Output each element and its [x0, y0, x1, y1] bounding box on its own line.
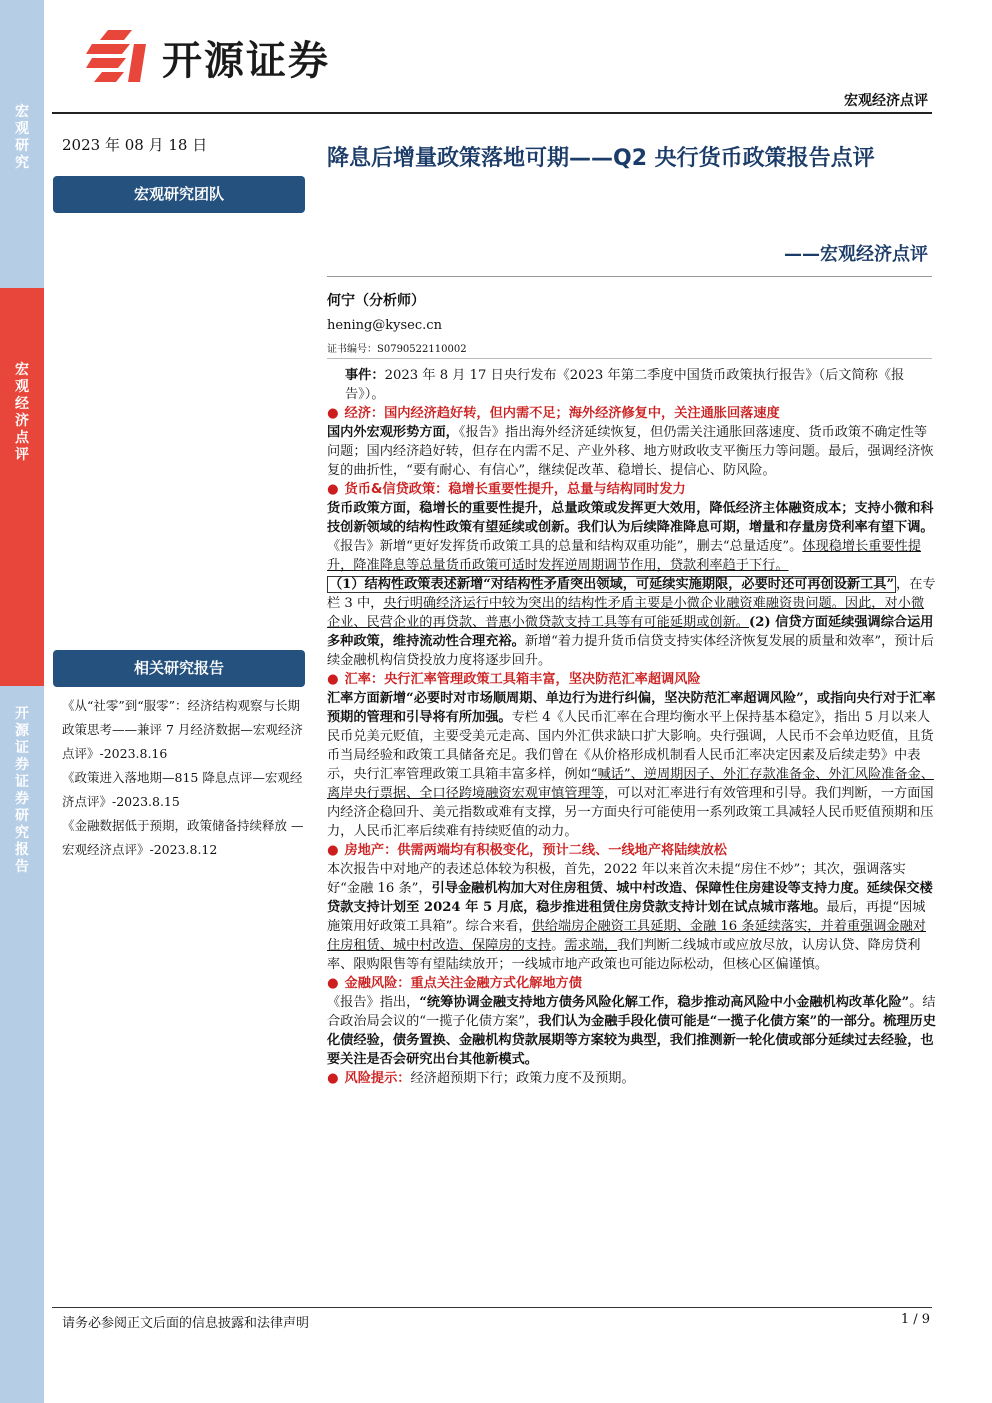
- credit-p2-text: ，在专栏 3 中，: [327, 577, 936, 611]
- analyst-name: 何宁（分析师）: [327, 293, 425, 309]
- credit-p2-text2: 新增“着力提升货币信贷支持实体经济恢复发展的质量和效率”，预计后续金融机构信贷投放力度将逐步回升。: [327, 634, 934, 668]
- credit-paragraph-2: [327, 575, 937, 670]
- fx-lead: 汇率方面新增“必要时对市场顺周期、单边行为进行纠偏，坚决防范汇率超调风险”，或指向央行对于汇率预期的管理和引导将有所加强。: [327, 691, 936, 725]
- property-text2: 最后，再提“因城施策用好政策工具箱”。综合来看，: [327, 900, 926, 934]
- section-head-credit: ● 货币&信贷政策：稳增长重要性提升，总量与结构同时发力: [327, 480, 937, 499]
- sidebar-label-mid: 宏观经济点评: [15, 362, 29, 463]
- footer-divider: [52, 1307, 932, 1308]
- related-report-item[interactable]: 《从“社零”到“服零”：经济结构观察与长期政策思考——兼评 7 月经济数据—宏观经济点评》-2023.8.16: [62, 698, 303, 761]
- property-paragraph: [327, 860, 937, 974]
- sidebar-label-top: 宏观研究: [15, 104, 29, 171]
- property-text4: 我们判断二线城市或应放尽放，认房认贷、降房贷利率、限购限售等有望陆续放开；一线城市地产政策也可能边际松动，但核心区偏谨慎。: [327, 938, 921, 972]
- finrisk-bold2: 我们认为金融手段化债可能是“一揽子化债方案”的一部分。梳理历史化债经验，债务置换、金融机构贷款展期等方案较为典型，我们推测新一轮化债或部分延续过去经验，也要关注是否会研究出台其他新模式。: [327, 1014, 936, 1067]
- property-text3: 。: [551, 938, 565, 953]
- fx-text1: 专栏 4《人民币汇率在合理均衡水平上保持基本稳定》，指出 5 月以来人民币兑美元贬值，主要受美元走高、国内外汇供求缺口扩大影响。央行强调，人民币不会单边贬值，且货币当局经验和政策工具储备充足。我们曾在《从价格形成机制看人民币汇率决定因素及后续走势》中表示，央行汇率管理政策工具箱丰富多样，例如: [327, 710, 934, 782]
- team-label: 宏观研究团队: [53, 176, 305, 213]
- property-underline2: 需求端，: [564, 938, 618, 953]
- risk-text: 经济超预期下行；政策力度不及预期。: [410, 1071, 635, 1086]
- risk-paragraph: [327, 1069, 937, 1088]
- related-report-item[interactable]: 《政策进入落地期—815 降息点评—宏观经济点评》-2023.8.15: [62, 770, 303, 809]
- fx-paragraph: [327, 689, 937, 841]
- section-head-finrisk: ● 金融风险：重点关注金融方式化解地方债: [327, 974, 937, 993]
- page-subtitle: ——宏观经济点评: [784, 244, 928, 265]
- logo-mark-icon: [86, 28, 154, 86]
- header-divider: [52, 112, 932, 114]
- finrisk-bold1: “统筹协调金融支持地方债务风险化解工作，稳步推动高风险中小金融机构改革化险”: [419, 995, 910, 1010]
- credit-p1-text: 《报告》新增“更好发挥货币政策工具的总量和结构双重功能”，删去“总量适度”。: [327, 539, 803, 554]
- sidebar-label-bottom: 开源证券 证券研究报告: [15, 706, 29, 875]
- fx-text2: ，可以对汇率进行有效管理和引导。我们判断，一方面国内经济企稳回升、美元指数或难有支撑，另一方面央行可能使用一系列政策工具减轻人民币贬值预期和压力，人民币汇率后续难有持续贬值的动力。: [327, 786, 934, 839]
- event-label: 事件：: [345, 368, 385, 383]
- analyst-email[interactable]: hening@kysec.cn: [327, 318, 442, 333]
- economy-lead: 国内外宏观形势方面，: [327, 425, 459, 440]
- event-text: 2023 年 8 月 17 日央行发布《2023 年第二季度中国货币政策执行报告》（后文简称《报告》）。: [345, 368, 905, 402]
- property-text1: 本次报告中对地产的表述总体较为积极，首先，2022 年以来首次未提“房住不炒”；其次，强调落实好“金融 16 条”，: [327, 862, 906, 896]
- risk-label: 风险提示：: [344, 1071, 411, 1086]
- title-divider: [327, 276, 932, 277]
- report-body: [327, 366, 937, 1088]
- report-date: 2023 年 08 月 18 日: [62, 136, 208, 154]
- header-tag: 宏观经济点评: [844, 93, 928, 109]
- related-reports-list: [62, 694, 310, 862]
- related-reports-title: 相关研究报告: [53, 650, 305, 687]
- fx-underline: “喊话”、逆周期因子、外汇存款准备金、外汇风险准备金、离岸央行票据、全口径跨境融资宏观审慎管理等: [327, 767, 934, 801]
- economy-paragraph: [327, 423, 937, 480]
- brand-logo: [86, 28, 330, 86]
- property-underline1: 供给端房企融资工具延期、金融 16 条延续落实，并着重强调金融对住房租赁、城中村改造、保障房的支持: [327, 919, 926, 953]
- credit-p1-underline: 体现稳增长重要性提升，降准降息等总量货币政策可适时发挥逆周期调节作用，贷款利率趋于下行。: [327, 539, 922, 573]
- finrisk-text2: 。结合政治局会议的“一揽子化债方案”，: [327, 995, 936, 1029]
- credit-paragraph-1: [327, 499, 937, 575]
- page-number: 1 / 9: [900, 1312, 930, 1327]
- section-head-fx: ● 汇率：央行汇率管理政策工具箱丰富，坚决防范汇率超调风险: [327, 670, 937, 689]
- finrisk-text1: 《报告》指出，: [327, 995, 420, 1010]
- sidebar-strip-mid: [0, 288, 44, 686]
- page-title: 降息后增量政策落地可期——Q2 央行货币政策报告点评: [327, 146, 875, 171]
- brand-name: 开源证券: [162, 37, 330, 84]
- section-head-economy: ● 经济：国内经济趋好转，但内需不足；海外经济修复中，关注通胀回落速度: [327, 404, 937, 423]
- finrisk-paragraph: [327, 993, 937, 1069]
- credit-p2-bold: （1）结构性政策表述新增“对结构性矛盾突出领域，可延续实施期限，必要时还可再创设新工具”: [329, 577, 895, 592]
- credit-p2-underline: 央行明确经济运行中较为突出的结构性矛盾主要是小微企业融资难融资贵问题。因此，对小微企业、民营企业的再贷款、普惠小微贷款支持工具等有可能延期或创新。: [327, 596, 925, 630]
- section-head-property: ● 房地产：供需两端均有积极变化，预计二线、一线地产将陆续放松: [327, 841, 937, 860]
- analyst-divider: [327, 358, 932, 359]
- credit-p1-bold: 货币政策方面，稳增长的重要性提升，总量政策或发挥更大效用，降低经济主体融资成本；支持小微和科技创新领域的结构性政策有望延续或创新。我们认为后续降准降息可期，增量和存量房贷利率有望下调。: [327, 501, 934, 535]
- event-paragraph: [327, 366, 937, 404]
- economy-text: 《报告》指出海外经济延续恢复，但仍需关注通胀回落速度、货币政策不确定性等问题；国内经济趋好转，但存在内需不足、产业外移、地方财政收支平衡压力等问题。最后，强调经济恢复的曲折性，“要有耐心、有信心”，继续促改革、稳增长、提信心、防风险。: [327, 425, 934, 478]
- credit-p2-bold2: (2) 信贷方面延续强调综合运用多种政策，维持流动性合理充裕。: [327, 615, 934, 649]
- analyst-cert: 证书编号：S0790522110002: [327, 344, 467, 355]
- footer-disclaimer: 请务必参阅正文后面的信息披露和法律声明: [62, 1316, 310, 1331]
- related-report-item[interactable]: 《金融数据低于预期，政策储备持续释放 —宏观经济点评》-2023.8.12: [62, 818, 304, 857]
- property-bold1: 引导金融机构加大对住房租赁、城中村改造、保障性住房建设等支持力度。延续保交楼贷款支持计划至 2024 年 5 月底，稳步推进租赁住房贷款支持计划在试点城市落地。: [327, 881, 933, 915]
